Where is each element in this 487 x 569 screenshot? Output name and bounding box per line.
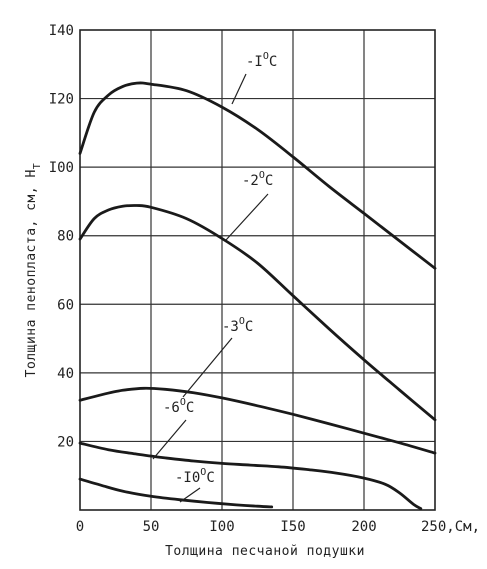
y-tick-label: I00 <box>48 160 74 177</box>
y-axis-label-subscript: T <box>32 162 43 170</box>
label-leader-line <box>232 74 246 104</box>
x-tick-label: I50 <box>280 519 306 535</box>
series-label-minus-6c: $-6^OC$ <box>163 397 195 416</box>
tick-labels <box>49 23 480 535</box>
label-leader-line <box>153 420 186 459</box>
series-line-minus-6c <box>80 443 421 509</box>
label-leaders <box>153 74 268 502</box>
y-tick-label: I20 <box>48 91 74 108</box>
label-leader-line <box>226 194 268 240</box>
curve-labels <box>163 51 277 486</box>
y-tick-label: 60 <box>57 297 74 314</box>
series-label-minus-1c: $-I^OC$ <box>246 51 278 70</box>
y-axis-label <box>24 163 43 378</box>
x-axis-label: Толщина песчаной подушки <box>165 544 365 559</box>
x-tick-label: 250,См, <box>421 519 481 535</box>
y-tick-label: 80 <box>57 228 74 245</box>
y-tick-label: I40 <box>48 23 74 39</box>
series-label-minus-3c: $-3^OC$ <box>222 316 254 335</box>
y-axis-label-main: Толщина пенопласта, см, H <box>24 169 39 378</box>
y-axis-label-group <box>24 163 43 378</box>
series-line-minus-3c <box>80 388 435 453</box>
x-tick-label: 0 <box>75 519 85 535</box>
y-tick-label: 40 <box>57 365 74 382</box>
x-tick-label: 200 <box>351 519 377 535</box>
series-label-minus-10c: $-I0^OC$ <box>175 467 215 486</box>
label-leader-line <box>183 338 232 397</box>
x-tick-label: 50 <box>142 519 160 535</box>
x-tick-label: I00 <box>209 519 235 535</box>
series-label-minus-2c: $-2^OC$ <box>242 170 274 189</box>
curves <box>80 83 435 509</box>
y-tick-label: 20 <box>57 434 74 451</box>
